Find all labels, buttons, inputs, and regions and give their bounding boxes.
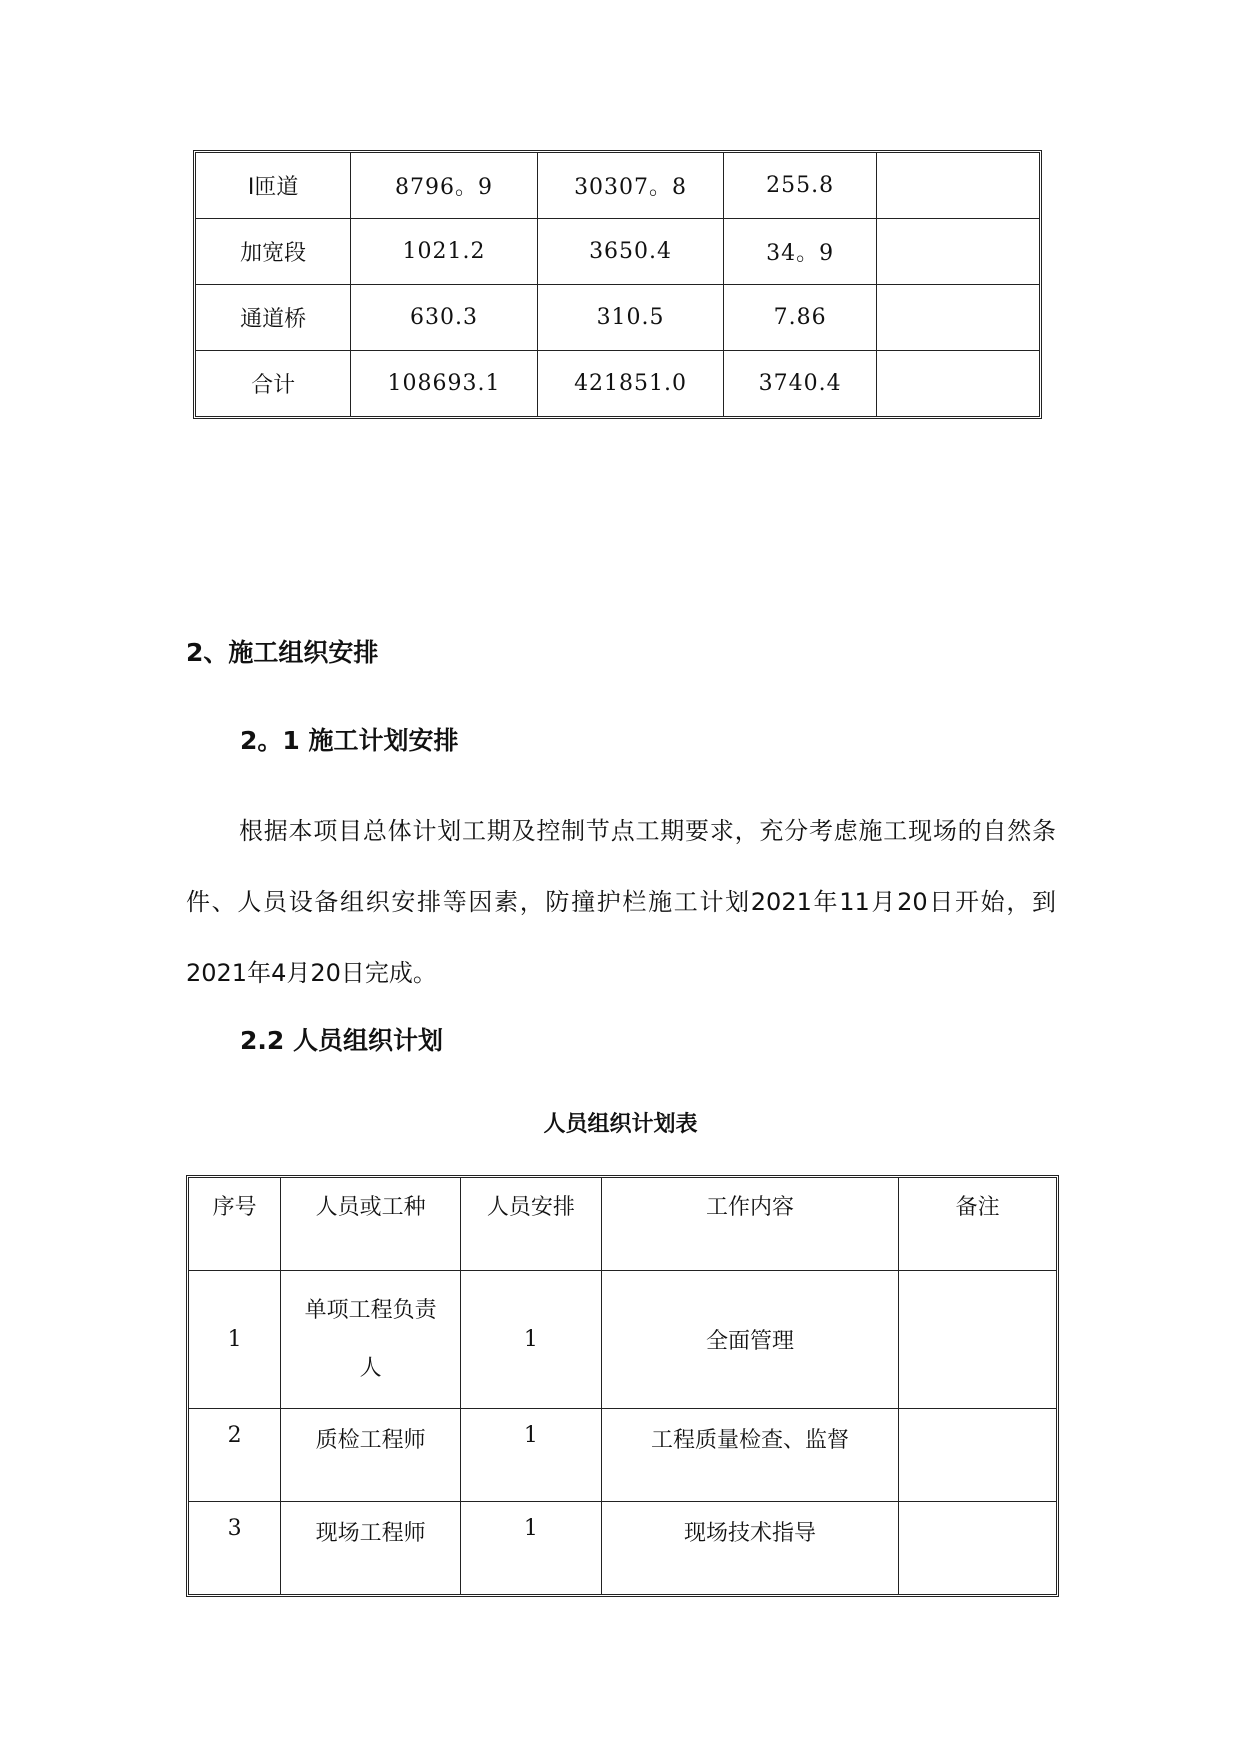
column-header: 工作内容 — [602, 1178, 900, 1271]
table-cell: 质检工程师 — [281, 1409, 461, 1502]
table-cell: 1021.2 — [351, 219, 538, 285]
table-cell: 工程质量检查、监督 — [602, 1409, 900, 1502]
table-cell: 421851.0 — [538, 351, 725, 416]
subsection-heading: 2。1 施工计划安排 — [240, 726, 459, 755]
table-cell: 3650.4 — [538, 219, 725, 285]
table-cell: 310.5 — [538, 285, 725, 351]
column-header: 人员安排 — [461, 1178, 602, 1271]
table-cell: 3740.4 — [724, 351, 877, 416]
table-cell: 34。9 — [724, 219, 877, 285]
table-cell: 108693.1 — [351, 351, 538, 416]
table-cell: 255.8 — [724, 153, 877, 219]
table-cell: 630.3 — [351, 285, 538, 351]
table-cell — [899, 1271, 1056, 1409]
table-row — [196, 351, 1039, 416]
quantity-table — [193, 150, 1042, 419]
table-row — [196, 285, 1039, 351]
table-cell: 1 — [189, 1271, 281, 1409]
table-cell: 通道桥 — [196, 285, 351, 351]
table-cell — [877, 219, 1039, 285]
table-cell — [281, 1271, 461, 1409]
table-header-row — [189, 1178, 1056, 1271]
table-cell: 1 — [461, 1271, 602, 1409]
body-paragraph: 根据本项目总体计划工期及控制节点工期要求，充分考虑施工现场的自然条件、人员设备组织安排等因素，防撞护栏施工计划2021年11月20日开始，到2021年4月20日完成。 — [186, 817, 1056, 987]
table-cell: 3 — [189, 1502, 281, 1594]
table-cell: 30307。8 — [538, 153, 725, 219]
cell-text: 单项工程负责人 — [304, 1297, 437, 1381]
table-cell: 现场技术指导 — [602, 1502, 900, 1594]
table-title: 人员组织计划表 — [543, 1112, 698, 1137]
personnel-table — [186, 1175, 1059, 1597]
table-row — [196, 219, 1039, 285]
table-cell: 2 — [189, 1409, 281, 1502]
table-cell: 全面管理 — [602, 1271, 900, 1409]
table-cell: 1 — [461, 1502, 602, 1594]
table-cell: 加宽段 — [196, 219, 351, 285]
table-cell: 1 — [461, 1409, 602, 1502]
section-heading: 2、施工组织安排 — [186, 638, 379, 667]
column-header: 序号 — [189, 1178, 281, 1271]
table-cell — [877, 153, 1039, 219]
column-header: 人员或工种 — [281, 1178, 461, 1271]
table-row — [189, 1409, 1056, 1502]
table-cell: 7.86 — [724, 285, 877, 351]
table-row — [189, 1502, 1056, 1594]
table-row — [196, 153, 1039, 219]
table-cell: I匝道 — [196, 153, 351, 219]
table-cell — [899, 1502, 1056, 1594]
table-row — [189, 1271, 1056, 1409]
table-cell — [877, 285, 1039, 351]
subsection-heading: 2.2 人员组织计划 — [240, 1026, 443, 1055]
column-header: 备注 — [899, 1178, 1056, 1271]
table-cell: 8796。9 — [351, 153, 538, 219]
table-cell: 现场工程师 — [281, 1502, 461, 1594]
table-cell: 合计 — [196, 351, 351, 416]
table-cell — [877, 351, 1039, 416]
table-cell — [899, 1409, 1056, 1502]
